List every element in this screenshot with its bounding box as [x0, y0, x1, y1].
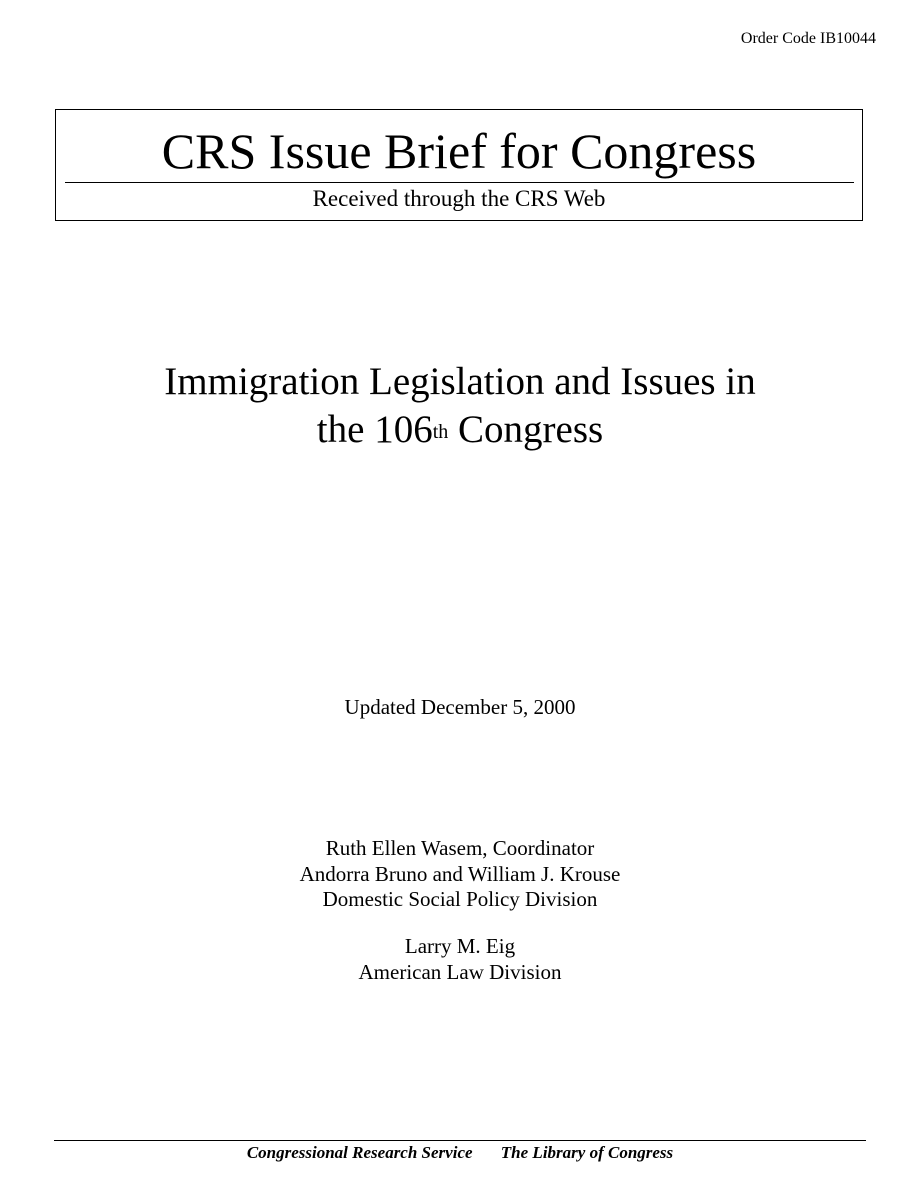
- document-title-ordinal: th: [432, 421, 449, 443]
- header-divider: [65, 182, 854, 183]
- updated-date: Updated December 5, 2000: [344, 695, 576, 719]
- order-code: Order Code IB10044: [740, 30, 876, 47]
- author-line: Ruth Ellen Wasem, Coordinator: [325, 836, 595, 860]
- report-header-box: [55, 109, 863, 221]
- report-series-title: CRS Issue Brief for Congress: [161, 123, 757, 179]
- document-title-line2-suffix: Congress: [448, 408, 604, 451]
- author-division: Domestic Social Policy Division: [322, 887, 598, 911]
- footer-divider: [54, 1140, 866, 1141]
- author-group-1: [0, 836, 920, 913]
- footer-right-text: The Library of Congress: [500, 1143, 674, 1162]
- footer-left-text: Congressional Research Service: [246, 1143, 473, 1162]
- author-line: Andorra Bruno and William J. Krouse: [299, 861, 621, 886]
- author-group-2: [0, 934, 920, 985]
- report-series-subtitle: Received through the CRS Web: [312, 186, 606, 211]
- document-title-line2-prefix: the 106: [316, 408, 433, 451]
- author-line: Larry M. Eig: [404, 934, 516, 958]
- footer: [0, 1143, 920, 1163]
- document-title-line1: Immigration Legislation and Issues in: [164, 360, 756, 403]
- document-title: [0, 358, 920, 454]
- author-division: American Law Division: [358, 959, 562, 984]
